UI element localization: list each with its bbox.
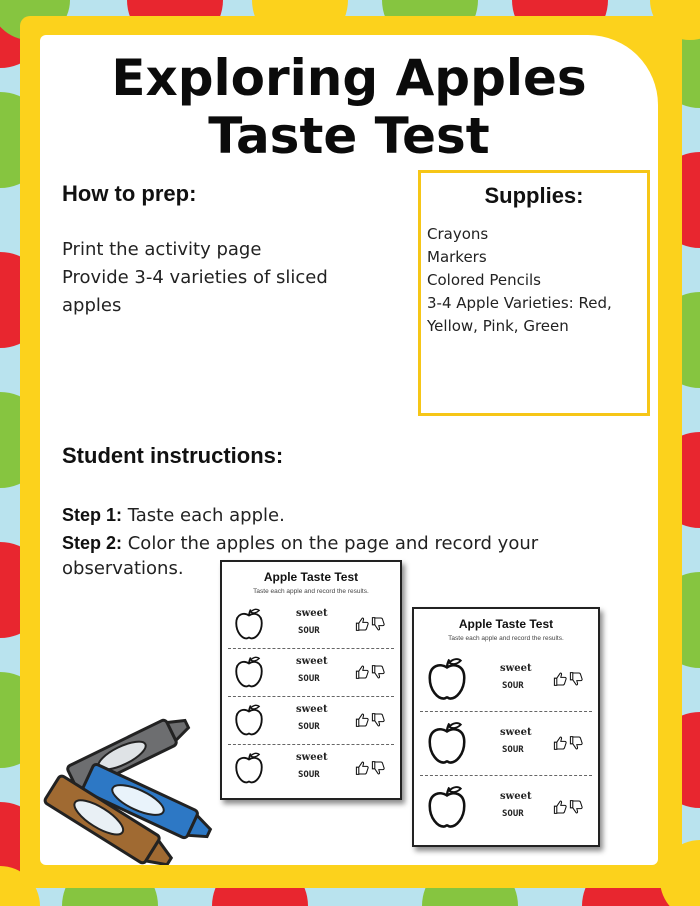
- thumbs-up-icon: [552, 735, 568, 751]
- worksheet-preview-left: [220, 560, 402, 800]
- sour-label: SOUR: [298, 674, 320, 684]
- worksheet-subtitle: Taste each apple and record the results.: [448, 635, 564, 642]
- worksheet-preview-right: [412, 607, 600, 847]
- thumbs-up-icon: [354, 616, 370, 632]
- prep-line: Provide 3-4 varieties of sliced: [62, 267, 328, 288]
- thumbs-rating: [354, 712, 386, 732]
- apple-outline-icon: [424, 720, 470, 766]
- sweet-label: sweet: [500, 663, 532, 674]
- supply-item: Yellow, Pink, Green: [427, 317, 569, 335]
- sweet-label: sweet: [296, 704, 328, 715]
- sour-label: SOUR: [298, 626, 320, 636]
- thumbs-down-icon: [568, 671, 584, 687]
- crayons-illustration: [18, 715, 228, 865]
- thumbs-rating: [354, 760, 386, 780]
- worksheet-row: [228, 744, 394, 792]
- apple-outline-icon: [232, 751, 266, 785]
- supply-item: Colored Pencils: [427, 271, 541, 289]
- supplies-box: [418, 170, 650, 416]
- sour-label: SOUR: [502, 745, 524, 755]
- prep-list: [62, 236, 328, 320]
- thumbs-down-icon: [370, 664, 386, 680]
- worksheet-row: [420, 775, 592, 839]
- prep-line: apples: [62, 295, 122, 316]
- step-2-text: Color the apples on the page and record your: [122, 533, 539, 554]
- apple-outline-icon: [424, 656, 470, 702]
- page-title-line2: Taste Test: [208, 107, 490, 165]
- supplies-list: [427, 223, 612, 338]
- worksheet-title: Apple Taste Test: [458, 617, 554, 631]
- worksheet-subtitle: Taste each apple and record the results.: [253, 588, 369, 595]
- supply-item: Markers: [427, 248, 487, 266]
- step-2-continued: observations.: [62, 558, 184, 579]
- step-1-text: Taste each apple.: [122, 505, 285, 526]
- thumbs-down-icon: [370, 712, 386, 728]
- thumbs-up-icon: [354, 760, 370, 776]
- thumbs-down-icon: [568, 799, 584, 815]
- thumbs-rating: [552, 671, 584, 691]
- worksheet-row: [228, 600, 394, 649]
- sweet-label: sweet: [500, 791, 532, 802]
- step-1: [62, 502, 285, 529]
- step-2: [62, 530, 538, 557]
- sour-label: SOUR: [502, 681, 524, 691]
- sour-label: SOUR: [502, 809, 524, 819]
- worksheet-row: [228, 648, 394, 697]
- sweet-label: sweet: [500, 727, 532, 738]
- apple-outline-icon: [232, 655, 266, 689]
- sweet-label: sweet: [296, 656, 328, 667]
- supplies-heading: Supplies:: [484, 183, 584, 208]
- thumbs-up-icon: [354, 712, 370, 728]
- thumbs-up-icon: [354, 664, 370, 680]
- thumbs-rating: [354, 616, 386, 636]
- apple-outline-icon: [424, 784, 470, 830]
- step-1-label: Step 1:: [62, 505, 123, 525]
- worksheet-title: Apple Taste Test: [263, 570, 359, 584]
- worksheet-row: [228, 696, 394, 745]
- instructions-heading: Student instructions:: [62, 443, 284, 468]
- prep-line: Print the activity page: [62, 239, 262, 260]
- thumbs-down-icon: [370, 616, 386, 632]
- sour-label: SOUR: [298, 722, 320, 732]
- supply-item: Crayons: [427, 225, 489, 243]
- thumbs-rating: [552, 799, 584, 819]
- worksheet-row: [420, 711, 592, 776]
- page-title-line1: Exploring Apples: [111, 49, 587, 107]
- prep-heading: How to prep:: [62, 181, 197, 206]
- thumbs-down-icon: [370, 760, 386, 776]
- apple-outline-icon: [232, 607, 266, 641]
- sweet-label: sweet: [296, 752, 328, 763]
- thumbs-up-icon: [552, 799, 568, 815]
- thumbs-rating: [552, 735, 584, 755]
- sour-label: SOUR: [298, 770, 320, 780]
- apple-outline-icon: [232, 703, 266, 737]
- worksheet-row: [420, 647, 592, 712]
- thumbs-rating: [354, 664, 386, 684]
- supply-item: 3-4 Apple Varieties: Red,: [427, 294, 612, 312]
- thumbs-up-icon: [552, 671, 568, 687]
- thumbs-down-icon: [568, 735, 584, 751]
- step-2-label: Step 2:: [62, 533, 123, 553]
- sweet-label: sweet: [296, 608, 328, 619]
